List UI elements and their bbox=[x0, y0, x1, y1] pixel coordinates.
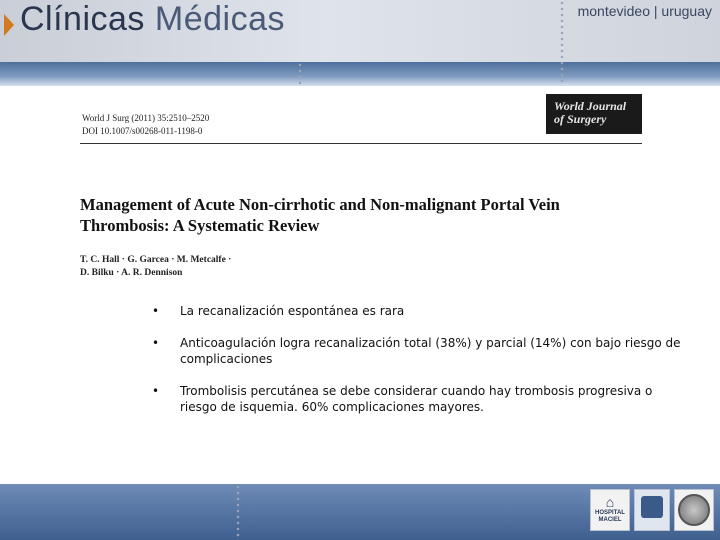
bullet-text: Trombolisis percutánea se debe considerar cuando hay trombosis progresiva o riesgo de isquemia. 60% complicaciones mayores. bbox=[180, 383, 653, 414]
list-item bbox=[148, 303, 708, 320]
doi-line: DOI 10.1007/s00268-011-1198-0 bbox=[82, 126, 203, 136]
brand-title bbox=[20, 0, 285, 39]
hospital-logo-text: HOSPITAL MACIEL bbox=[595, 510, 625, 523]
decorative-dots bbox=[236, 484, 240, 540]
citation-block bbox=[82, 112, 209, 138]
journal-logo: World Journal of Surgery bbox=[546, 94, 642, 134]
header-gradient-band bbox=[0, 62, 720, 86]
list-item bbox=[148, 335, 708, 368]
brand-part1: Clínicas bbox=[20, 0, 145, 38]
brand-part2: Médicas bbox=[154, 0, 285, 38]
bullet-list bbox=[148, 303, 708, 431]
decorative-dots bbox=[560, 0, 564, 86]
hospital-maciel-logo: ⌂ HOSPITAL MACIEL bbox=[590, 489, 630, 531]
citation-line: World J Surg (2011) 35:2510–2520 bbox=[82, 113, 210, 123]
bullet-icon: • bbox=[152, 383, 160, 398]
university-logo bbox=[634, 489, 670, 531]
paper-authors bbox=[80, 254, 320, 280]
bullet-text: Anticoagulación logra recanalización total (38%) y parcial (14%) con bajo riesgo de complicaciones bbox=[180, 335, 681, 366]
bullet-icon: • bbox=[152, 304, 160, 318]
paper-title: Management of Acute Non-cirrhotic and Non-malignant Portal Vein Thrombosis: A Systematic Review bbox=[80, 195, 560, 235]
site-location: montevideo | uruguay bbox=[577, 3, 712, 19]
authors-line-2: D. Bilku · A. R. Dennison bbox=[80, 268, 183, 278]
orange-arrow-icon bbox=[4, 14, 14, 36]
header-bar bbox=[0, 0, 720, 62]
paper-header-image bbox=[78, 96, 644, 286]
authors-line-1: T. C. Hall · G. Garcea · M. Metcalfe · bbox=[80, 255, 232, 265]
bullet-icon: • bbox=[152, 335, 160, 350]
faculty-seal-logo bbox=[674, 489, 714, 531]
bullet-text: La recanalización espontánea es rara bbox=[180, 304, 405, 318]
list-item bbox=[148, 383, 708, 416]
divider-rule bbox=[80, 143, 642, 144]
decorative-dots bbox=[298, 62, 302, 86]
